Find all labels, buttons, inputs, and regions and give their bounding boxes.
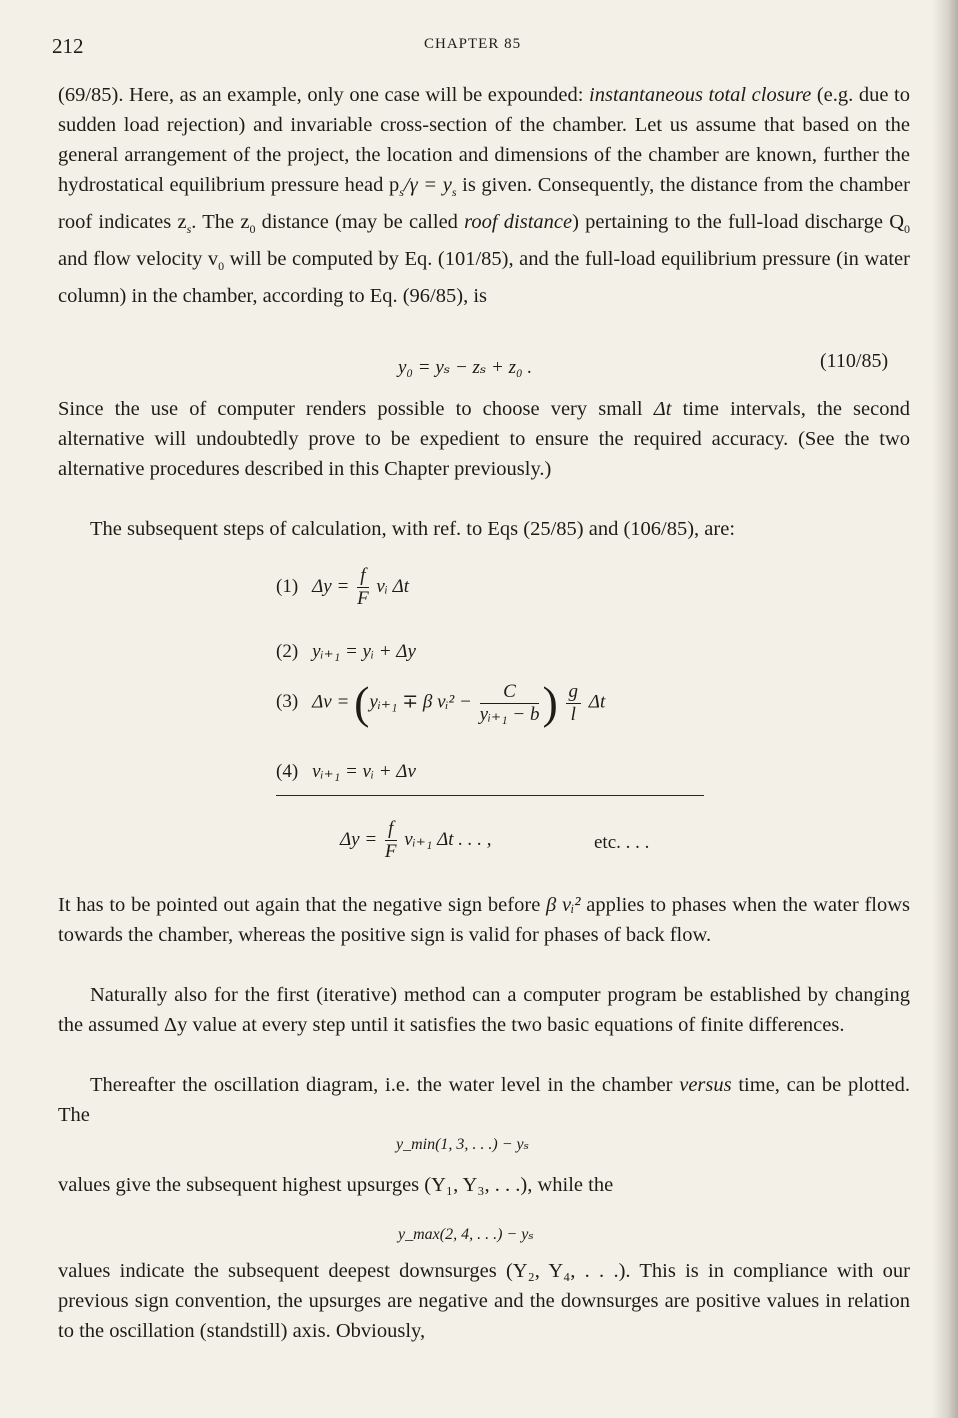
paragraph-2: Since the use of computer renders possible to choose very small Δt time intervals, the second alternative will undoubtedly prove to be expedient to ensure the required accuracy. (See the two alternative procedures described in this Chapter previously.) (58, 398, 910, 480)
page-number: 212 (52, 34, 84, 58)
equation-ymin: y_min(1, 3, . . .) − yₛ (396, 1136, 530, 1153)
step-repeat-equation: Δy = $\frac{f}{F}$ vᵢ₊₁ Δt . . . , (340, 818, 492, 862)
step-4-equation: (4) vᵢ₊₁ = vᵢ + Δv (276, 761, 416, 782)
equation-number-110: (110/85) (820, 350, 889, 372)
step-3-equation: (3) Δv = (yᵢ₊₁ ∓ β vᵢ² − $\frac{C}{\text{yᵢ₊₁ − b}}$ ) $\frac{g}{l}$ Δt (276, 677, 606, 728)
running-head: CHAPTER 85 (424, 36, 522, 52)
paragraph-1: (69/85). Here, as an example, only one case will be expounded: instantaneous total closure (e.g. due to sudden load rejection) and invariable cross-section of the chamber. Let us assume that based on the general arrangement of the project, the location and dimensions of the chamber are known, further the hydrostatical equilibrium pressure head $p_s/\gamma = y_s$ is given. Consequently, the distance from the chamber roof indicates $z_s$. The $z_0$ distance (may be called roof distance) pertaining to the full-load discharge $Q_0$ and flow velocity $v_0$ will be computed by Eq. (101/85), and the full-load equilibrium pressure (in water column) in the chamber, according to Eq. (96/85), is (58, 84, 910, 308)
equation-divider-rule (276, 795, 704, 796)
step-1-equation: (1) Δy = $\frac{f}{F}$ vᵢ Δt (276, 565, 410, 609)
page-edge-shadow (932, 0, 958, 1418)
equation-ymax: y_max(2, 4, . . .) − yₛ (398, 1226, 534, 1243)
equation-110: y₀ = yₛ − zₛ + z₀ . (398, 357, 533, 378)
paragraph-5: Naturally also for the first (iterative) method can a computer program be established by changing the assumed Δy value at every step until it satisfies the two basic equations of finite differences. (58, 984, 910, 1036)
step-2-equation: (2) yᵢ₊₁ = yᵢ + Δy (276, 641, 416, 662)
etc-label: etc. . . . (594, 832, 650, 853)
paragraph-7: values give the subsequent highest upsurges (Y₁, Y₃, . . .), while the (58, 1174, 614, 1196)
paragraph-3: The subsequent steps of calculation, with ref. to Eqs (25/85) and (106/85), are: (90, 518, 736, 540)
paragraph-6: Thereafter the oscillation diagram, i.e. the water level in the chamber versus time, can be plotted. The (58, 1074, 911, 1126)
paragraph-8: values indicate the subsequent deepest downsurges (Y₂, Y₄, . . .). This is in compliance with our previous sign convention, the upsurges are negative and the downsurges are positive values in relation to the oscillation (standstill) axis. Obviously, (58, 1260, 910, 1342)
paragraph-4: It has to be pointed out again that the negative sign before β vᵢ² applies to phases when the water flows towards the chamber, whereas the positive sign is valid for phases of back flow. (58, 894, 911, 946)
